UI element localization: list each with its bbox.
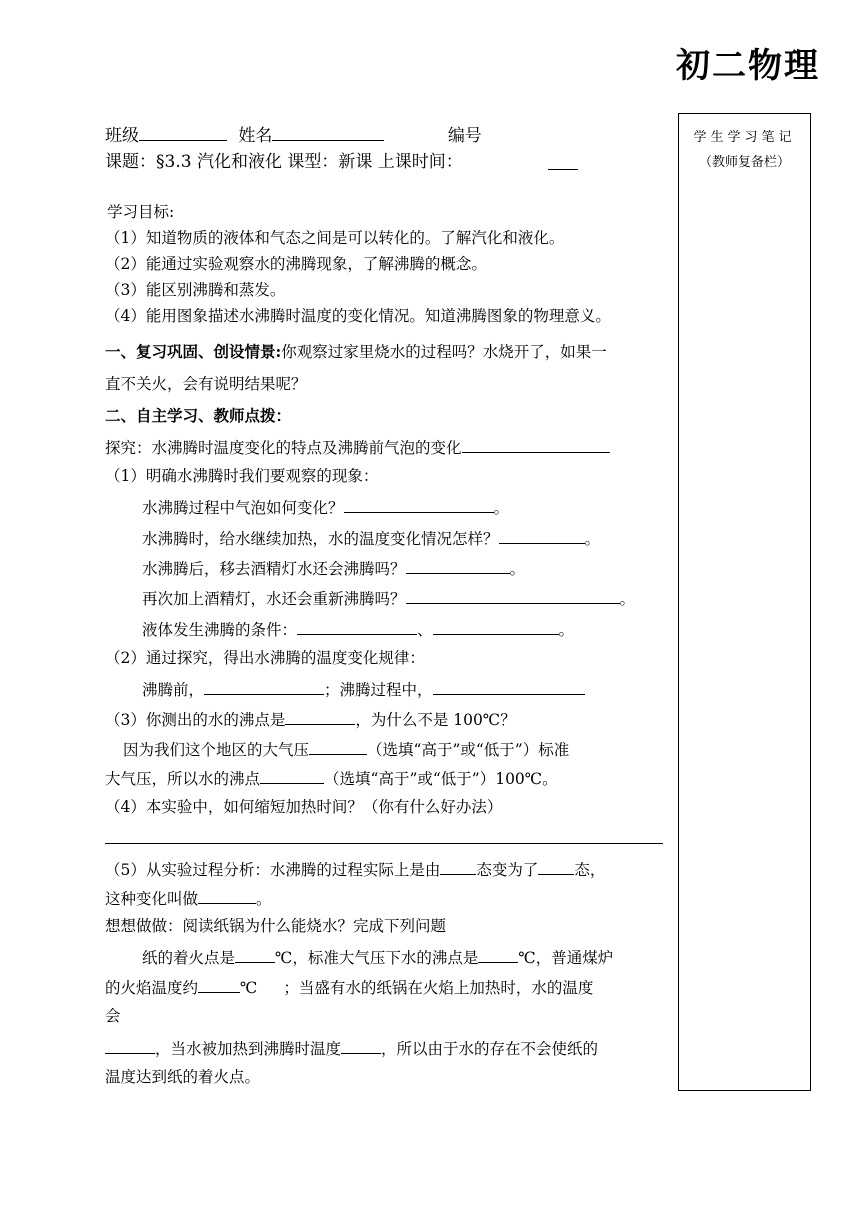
topic-line: 课题：§3.3 汽化和液化 课型：新课 上课时间： (105, 152, 463, 172)
t4-text-2: ，当水被加热到沸腾时温度 (155, 1040, 342, 1058)
student-notes-column (678, 113, 811, 1091)
q1e-blank-1[interactable] (297, 618, 417, 635)
t4-blank-2[interactable] (341, 1037, 381, 1054)
goal-item: （1）知道物质的液体和气态之间是可以转化的。了解汽化和液化。 (105, 229, 565, 247)
class-field[interactable] (139, 124, 227, 141)
t2-blank[interactable] (198, 976, 240, 993)
q1d-line (142, 587, 635, 609)
separator: 、 (417, 621, 433, 639)
info-row (105, 124, 482, 146)
section1-heading: 一、复习巩固、创设情景: (105, 342, 282, 361)
subject-title: 初二物理 (676, 46, 820, 86)
goals-heading: 学习目标: (107, 203, 175, 221)
period: 。 (493, 499, 510, 517)
t3-text: 会 (105, 1007, 121, 1025)
q1d-text: 再次加上酒精灯，水还会重新沸腾吗？ (142, 590, 406, 608)
q5-blank-2[interactable] (538, 858, 574, 875)
t1-text-3: ℃，普通煤炉 (518, 949, 614, 967)
t5-text: 温度达到纸的着火点。 (105, 1068, 261, 1086)
section1-text-2: 直不关火，会有说明结果呢？ (105, 375, 307, 393)
section1-line (105, 342, 607, 362)
q4-heading: （4）本实验中，如何缩短加热时间？（你有什么好办法） (105, 798, 503, 816)
section1-text: 你观察过家里烧水的过程吗？水烧开了，如果一 (281, 343, 607, 361)
q1e-text: 液体发生沸腾的条件： (142, 621, 298, 639)
name-label: 姓名 (238, 126, 273, 146)
q1a-blank[interactable] (344, 496, 494, 513)
q2b-blank[interactable] (433, 678, 585, 695)
q3b-tail: （选填“高于”或“低于”）100℃。 (324, 770, 558, 788)
class-label: 班级 (105, 126, 139, 146)
q3a-tail: （选填“高于”或“低于”）标准 (367, 741, 570, 759)
period: 。 (558, 621, 575, 639)
period: 。 (619, 590, 636, 608)
period: 。 (256, 890, 272, 908)
q5-text-3: 态， (574, 861, 606, 879)
q3-text: （3）你测出的水的沸点是 (105, 711, 286, 729)
q5b-blank[interactable] (198, 887, 256, 904)
q3b-blank[interactable] (260, 767, 324, 784)
goal-item: （2）能通过实验观察水的沸腾现象，了解沸腾的概念。 (105, 255, 487, 273)
t1-text-2: ℃，标准大气压下水的沸点是 (275, 949, 479, 967)
explore-text: 探究：水沸腾时温度变化的特点及沸腾前气泡的变化 (105, 439, 462, 457)
q1-heading: （1）明确水沸腾时我们要观察的现象： (105, 467, 379, 485)
q1b-line (142, 527, 600, 549)
q3a-blank[interactable] (309, 738, 367, 755)
q2a-blank[interactable] (204, 678, 324, 695)
t4-line (105, 1037, 598, 1059)
t1-text: 纸的着火点是 (142, 949, 236, 967)
topic-row (105, 150, 469, 172)
t2-text-3: ；当盛有水的纸锅在火焰上加热时，水的温度 (283, 979, 594, 997)
q1c-text: 水沸腾后，移去酒精灯水还会沸腾吗？ (142, 560, 406, 578)
q1c-line (142, 557, 525, 579)
section2-heading: 二、自主学习、教师点拨： (105, 406, 292, 425)
q5-text: （5）从实验过程分析：水沸腾的过程实际上是由 (105, 861, 441, 879)
q2b-text: ；沸腾过程中， (324, 681, 433, 699)
notes-subtitle: （教师复备栏） (698, 155, 790, 170)
explore-line (105, 436, 610, 458)
q3b-line (105, 767, 558, 789)
q2a-line (142, 678, 585, 700)
q3-blank[interactable] (285, 708, 355, 725)
q1e-line (142, 618, 574, 640)
period: 。 (584, 530, 601, 548)
q5b-line (105, 887, 272, 909)
q2-heading: （2）通过探究，得出水沸腾的温度变化规律： (105, 649, 425, 667)
t2-text: 的火焰温度约 (105, 979, 199, 997)
name-field[interactable] (272, 124, 384, 141)
t1-blank-2[interactable] (478, 946, 518, 963)
q3-tail: ，为什么不是 100℃？ (355, 711, 516, 729)
goal-item: （3）能区别沸腾和蒸发。 (105, 281, 286, 299)
goal-item: （4）能用图象描述水沸腾时温度的变化情况。知道沸腾图象的物理意义。 (105, 307, 611, 325)
t4-text-3: ，所以由于水的存在不会使纸的 (381, 1040, 599, 1058)
q1c-blank[interactable] (406, 557, 510, 574)
think-heading: 想想做做：阅读纸锅为什么能烧水？完成下列问题 (105, 917, 447, 935)
explore-blank[interactable] (462, 436, 610, 453)
q1e-blank-2[interactable] (433, 618, 559, 635)
period: 。 (509, 560, 526, 578)
q1d-blank[interactable] (406, 587, 620, 604)
t2-line (105, 976, 593, 998)
q5-text-2: 态变为了 (476, 861, 539, 879)
q3-line (105, 708, 516, 730)
notes-title: 学生学习笔记 (693, 130, 796, 145)
q1a-text: 水沸腾过程中气泡如何变化？ (142, 499, 344, 517)
t1-line (142, 946, 613, 968)
q5-line (105, 858, 605, 880)
q1a-line (142, 496, 509, 518)
class-time-underline (548, 169, 578, 170)
q1b-text: 水沸腾时，给水继续加热，水的温度变化情况怎样？ (142, 530, 499, 548)
q3b-text: 大气压，所以水的沸点 (105, 770, 261, 788)
t4-blank-1[interactable] (105, 1037, 155, 1054)
t1-blank-1[interactable] (235, 946, 275, 963)
q3a-text: 因为我们这个地区的大气压 (123, 741, 310, 759)
number-label: 编号 (447, 126, 482, 146)
q3a-line (123, 738, 569, 760)
t2-text-2: ℃ (240, 979, 258, 997)
q1b-blank[interactable] (499, 527, 585, 544)
q2a-text: 沸腾前， (142, 681, 205, 699)
q4-answer-line[interactable] (105, 843, 663, 844)
q5-blank-1[interactable] (440, 858, 476, 875)
q5b-text: 这种变化叫做 (105, 890, 199, 908)
